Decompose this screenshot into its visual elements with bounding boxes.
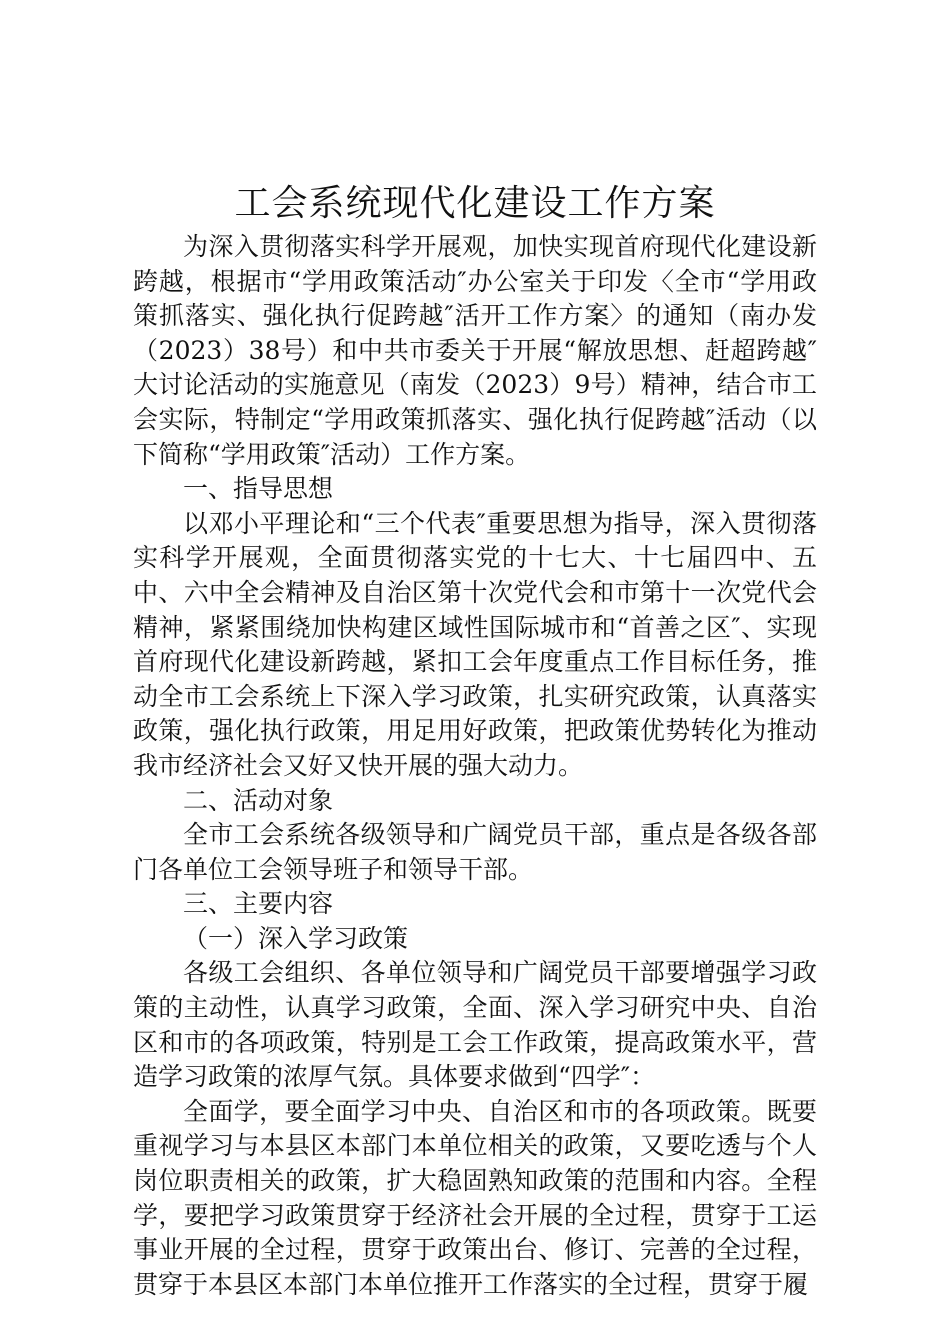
section-heading-activity-target: 二、活动对象 xyxy=(183,785,334,815)
document-body xyxy=(133,230,817,1302)
section-heading-main-content: 三、主要内容 xyxy=(183,889,334,919)
intro-paragraph: 为深入贯彻落实科学开展观，加快实现首府现代化建设新跨越，根据市“学用政策活动″办公室关于印发〈全市“学用政策抓落实、强化执行促跨越″活开工作方案〉的通知（南办发（2023）38号）和中共市委关于开展“解放思想、赶超跨越″大讨论活动的实施意见（南发（2023）9号）精神，结合市工会实际，特制定“学用政策抓落实、强化执行促跨越″活动（以下简称“学用政策″活动）工作方案。 xyxy=(133,232,817,469)
guiding-ideology-paragraph: 以邓小平理论和“三个代表″重要思想为指导，深入贯彻落实科学开展观，全面贯彻落实党的十七大、十七届四中、五中、六中全会精神及自治区第十次党代会和市第十一次党代会精神，紧紧围绕加快构建区域性国际城市和“首善之区″、实现首府现代化建设新跨越，紧扣工会年度重点工作目标任务，推动全市工会系统上下深入学习政策，扎实研究政策，认真落实政策，强化执行政策，用足用好政策，把政策优势转化为推动我市经济社会又好又快开展的强大动力。 xyxy=(133,508,817,780)
activity-target-paragraph: 全市工会系统各级领导和广阔党员干部，重点是各级各部门各单位工会领导班子和领导干部。 xyxy=(133,820,817,884)
subsection-heading-study-policy: （一）深入学习政策 xyxy=(183,923,409,953)
document-title: 工会系统现代化建设工作方案 xyxy=(234,183,716,224)
study-policy-paragraph: 各级工会组织、各单位领导和广阔党员干部要增强学习政策的主动性，认真学习政策，全面、深入学习研究中央、自治区和市的各项政策，特别是工会工作政策，提高政策水平，营造学习政策的浓厚气氛。具体要求做到“四学″： xyxy=(133,958,817,1092)
four-studies-paragraph: 全面学，要全面学习中央、自治区和市的各项政策。既要重视学习与本县区本部门本单位相关的政策，又要吃透与个人岗位职责相关的政策，扩大稳固熟知政策的范围和内容。全程学，要把学习政策贯穿于经济社会开展的全过程，贯穿于工运事业开展的全过程，贯穿于政策出台、修订、完善的全过程，贯穿于本县区本部门本单位推开工作落实的全过程，贯穿于履 xyxy=(133,1096,817,1299)
section-heading-guiding-ideology: 一、指导思想 xyxy=(183,474,334,504)
